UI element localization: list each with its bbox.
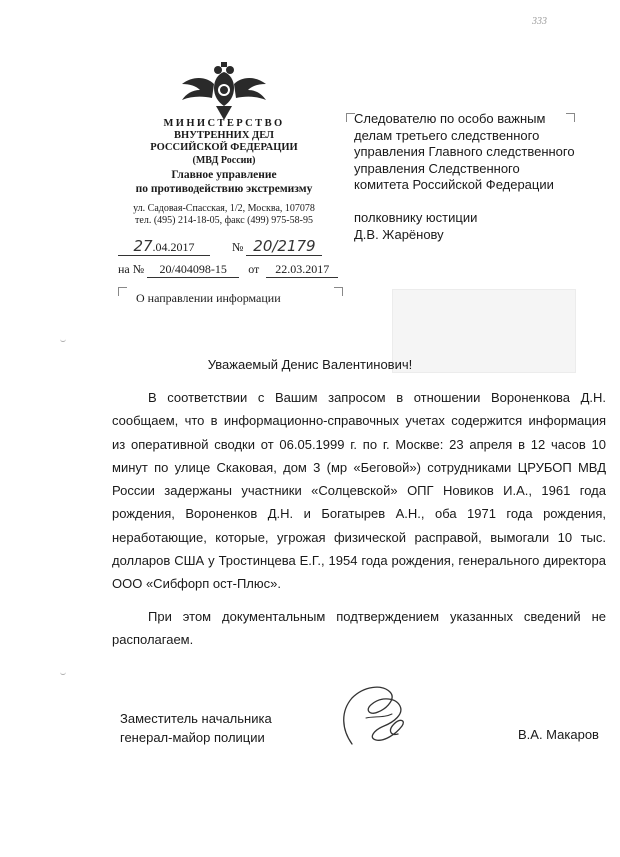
reference-date: 22.03.2017 [266,262,338,278]
recipient-line7: Д.В. Жарёнову [354,226,444,242]
signer-position-line2: генерал-майор полиции [120,729,265,745]
reference-number: 20/404098-15 [147,262,239,278]
letter-body [112,386,606,651]
edge-mark-lower [60,668,66,675]
sender-organization [108,117,340,167]
recipient-line5: комитета Российской Федерации [354,177,554,193]
recipient-line2: делам третьего следственного [354,127,540,143]
address-line2: тел. (495) 214-18-05, факс (499) 975-58-95 [135,214,313,226]
number-prefix: № [232,240,244,254]
recipient-line3: управления Главного следственного [354,144,575,160]
body-paragraph-1: В соответствии с Вашим запросом в отношении Вороненкова Д.Н. сообщаем, что в информационно-справочных учетах содержится информация из оперативной сводки от 06.05.1999 г. по г. Москве: 23 апреля в 12 часов 10 минут по улице Скаковая, дом 3 (мр «Беговой») сотрудниками ЦРУБОП МВД России задержаны участники «Солцевской» ОПГ Новиков И.А., 1961 года рождения, Вороненков Д.Н. и Богатырев А.Н., оба 1971 года рождения, неработающие, которые, угрожая физической расправой, вымогали 10 тыс. долларов США у Тростинцева Е.Г., 1954 года рождения, генерального директора ООО «Сибфорп ост-Плюс». [112,390,606,592]
recipient-line4: управления Следственного [354,160,520,176]
dept-line2: по противодействию экстремизму [135,183,313,195]
double-headed-eagle-emblem [178,62,270,122]
reference-from-label: от [248,262,260,276]
dept-line1: Главное управление [171,169,277,181]
signer-name: В.А. Макаров [518,727,599,742]
subject-line: О направлении информации [136,291,281,305]
handwritten-signature [330,678,430,750]
date-printed: .04.2017 [152,240,195,254]
greeting: Уважаемый Денис Валентинович! [207,357,413,372]
signer-position [120,710,272,747]
org-name-line3: РОССИЙСКОЙ ФЕДЕРАЦИИ [150,142,298,153]
number-handwritten: 20/2179 [253,237,316,255]
signer-position-line1: Заместитель начальника [120,711,272,726]
subject-corner-left [118,287,127,296]
reference-line [118,262,338,278]
sender-department [108,168,340,196]
org-name-line1: МИНИСТЕРСТВО [163,118,285,129]
recipient-line6: полковнику юстиции [354,209,478,225]
reference-on-label: на № [118,262,145,276]
outgoing-number [232,237,322,256]
subject-corner-right [334,287,343,296]
page-number-mark: 333 [532,16,547,27]
org-short-name: (МВД России) [192,155,256,166]
org-name-line2: ВНУТРЕННИХ ДЕЛ [174,130,274,141]
edge-mark-upper [60,335,66,342]
recipient-line1: Следователю по особо важным [354,111,546,126]
recipient-block [354,111,604,243]
date-handwritten: 27 [133,237,153,255]
body-paragraph-2: При этом документальным подтверждением указанных сведений не располагаем. [112,608,606,647]
sender-address [108,203,340,226]
outgoing-date [118,237,210,256]
address-line1: ул. Садовая-Спасская, 1/2, Москва, 107078 [133,203,315,214]
